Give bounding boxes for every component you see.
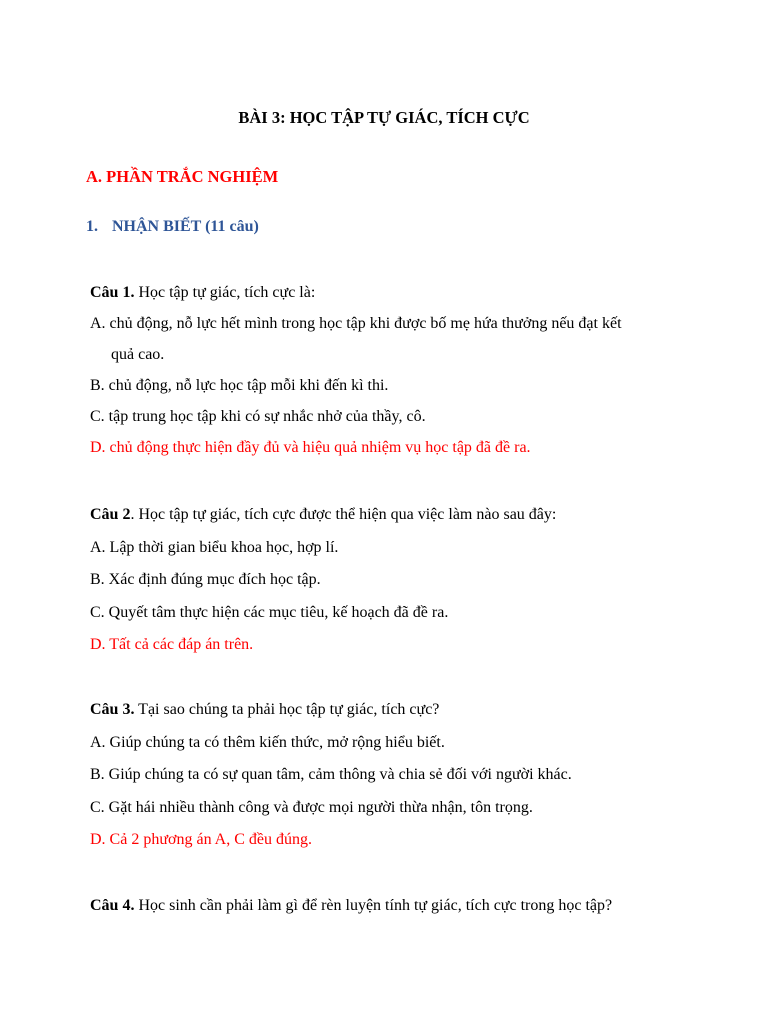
answer-option-b: B. Giúp chúng ta có sự quan tâm, cảm thông và chia sẻ đối với người khác. xyxy=(90,766,572,783)
subsection-title: NHẬN BIẾT (11 câu) xyxy=(112,218,259,235)
subsection-heading xyxy=(86,218,259,236)
answer-option-a: A. Lập thời gian biểu khoa học, hợp lí. xyxy=(90,538,339,556)
question-stem: Tại sao chúng ta phải học tập tự giác, tích cực? xyxy=(134,701,440,718)
question-1 xyxy=(90,283,700,458)
question-text xyxy=(90,505,700,525)
answer-option-a-continuation: quả cao. xyxy=(111,346,165,363)
question-label: Câu 4. xyxy=(90,897,135,914)
question-stem: Học tập tự giác, tích cực là: xyxy=(134,284,316,301)
question-text xyxy=(90,283,700,303)
subsection-number: 1. xyxy=(86,218,98,235)
question-text xyxy=(90,896,700,916)
correct-answer-option-d: D. chủ động thực hiện đầy đủ và hiệu quả nhiệm vụ học tập đã đề ra. xyxy=(90,439,531,456)
question-stem: . Học tập tự giác, tích cực được thể hiện qua việc làm nào sau đây: xyxy=(130,506,557,523)
answer-option-c: C. Gặt hái nhiều thành công và được mọi người thừa nhận, tôn trọng. xyxy=(90,798,533,816)
answer-option-c: C. tập trung học tập khi có sự nhắc nhở của thầy, cô. xyxy=(90,408,426,425)
question-4 xyxy=(90,896,700,916)
correct-answer-option-d: D. Cả 2 phương án A, C đều đúng. xyxy=(90,831,313,848)
answer-option-a: A. chủ động, nỗ lực hết mình trong học tập khi được bố mẹ hứa thưởng nếu đạt kết xyxy=(90,315,622,332)
question-label: Câu 2 xyxy=(90,506,131,523)
answer-option-a: A. Giúp chúng ta có thêm kiến thức, mở rộng hiểu biết. xyxy=(90,733,445,751)
question-2 xyxy=(90,505,700,655)
correct-answer-option-d: D. Tất cả các đáp án trên. xyxy=(90,636,254,653)
question-stem: Học sinh cần phải làm gì để rèn luyện tính tự giác, tích cực trong học tập? xyxy=(134,897,613,914)
page-title: BÀI 3: HỌC TẬP TỰ GIÁC, TÍCH CỰC xyxy=(238,108,530,127)
question-text xyxy=(90,700,700,720)
answer-option-c: C. Quyết tâm thực hiện các mục tiêu, kế hoạch đã đề ra. xyxy=(90,603,449,621)
question-3 xyxy=(90,700,700,850)
question-label: Câu 3. xyxy=(90,701,135,718)
question-label: Câu 1. xyxy=(90,284,135,301)
section-heading: A. PHẦN TRẮC NGHIỆM xyxy=(86,167,279,186)
answer-option-b: B. chủ động, nỗ lực học tập mỗi khi đến kì thi. xyxy=(90,377,389,394)
answer-option-b: B. Xác định đúng mục đích học tập. xyxy=(90,571,321,588)
